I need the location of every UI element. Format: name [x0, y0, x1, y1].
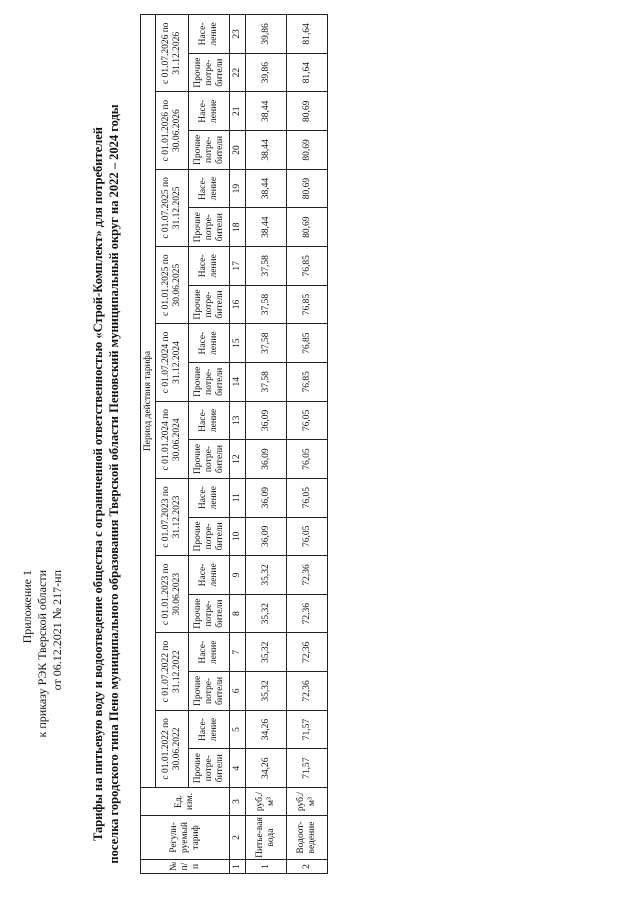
- tariff-value-cell: 36,09: [246, 440, 287, 479]
- tariff-value-cell: 39,86: [246, 15, 287, 54]
- consumer-kind-row: [189, 15, 230, 874]
- period-header: с 01.07.2024 по 31.12.2024: [156, 324, 189, 401]
- column-number: 16: [230, 285, 246, 324]
- tariff-value-cell: 71,57: [287, 710, 328, 749]
- column-number: 21: [230, 92, 246, 131]
- column-number: 4: [230, 749, 246, 788]
- column-number: 9: [230, 556, 246, 595]
- column-number: 13: [230, 401, 246, 440]
- tariff-value-cell: 76,85: [287, 247, 328, 286]
- header-other-consumers: Прочие потре-бители: [189, 672, 230, 711]
- header-period: Период действия тарифа: [141, 15, 156, 788]
- period-header: с 01.01.2026 по 30.06.2026: [156, 92, 189, 169]
- tariff-value-cell: 80,69: [287, 169, 328, 208]
- column-number: 7: [230, 633, 246, 672]
- tariff-value-cell: 76,05: [287, 401, 328, 440]
- header-population: Насе-ление: [189, 247, 230, 286]
- tariff-value-cell: 34,26: [246, 749, 287, 788]
- tariff-value-cell: 38,44: [246, 208, 287, 247]
- row-unit: руб./м³: [246, 788, 287, 816]
- tariff-value-cell: 36,09: [246, 401, 287, 440]
- column-number: 23: [230, 15, 246, 54]
- header-population: Насе-ление: [189, 401, 230, 440]
- tariff-value-cell: 37,58: [246, 285, 287, 324]
- period-header: с 01.07.2025 по 31.12.2025: [156, 169, 189, 246]
- tariff-value-cell: 35,32: [246, 672, 287, 711]
- period-header: с 01.07.2022 по 31.12.2022: [156, 633, 189, 710]
- appendix-note: [20, 570, 65, 830]
- period-header: с 01.01.2023 по 30.06.2023: [156, 556, 189, 633]
- row-number: 1: [246, 860, 287, 874]
- header-population: Насе-ление: [189, 710, 230, 749]
- tariff-value-cell: 71,57: [287, 749, 328, 788]
- column-number-row: [230, 15, 246, 874]
- header-population: Насе-ление: [189, 15, 230, 54]
- tariff-value-cell: 37,58: [246, 324, 287, 363]
- table-row: [287, 15, 328, 874]
- period-header: с 01.07.2026 по 31.12.2026: [156, 15, 189, 92]
- period-header: с 01.01.2025 по 30.06.2025: [156, 247, 189, 324]
- appendix-line-3: от 06.12.2021 № 217-нп: [50, 570, 64, 691]
- column-number: 20: [230, 131, 246, 170]
- header-other-consumers: Прочие потре-бители: [189, 440, 230, 479]
- row-unit: руб./м³: [287, 788, 328, 816]
- column-number: 22: [230, 53, 246, 92]
- period-header: с 01.01.2022 по 30.06.2022: [156, 710, 189, 787]
- column-number: 11: [230, 478, 246, 517]
- period-header: с 01.07.2023 по 31.12.2023: [156, 478, 189, 555]
- column-number: 18: [230, 208, 246, 247]
- tariff-table: [140, 14, 328, 874]
- header-other-consumers: Прочие потре-бители: [189, 131, 230, 170]
- tariff-value-cell: 72,36: [287, 594, 328, 633]
- document-title: [90, 104, 122, 864]
- tariff-value-cell: 76,85: [287, 324, 328, 363]
- tariff-value-cell: 81,64: [287, 53, 328, 92]
- tariff-value-cell: 72,36: [287, 556, 328, 595]
- header-population: Насе-ление: [189, 556, 230, 595]
- header-unit: Ед. изм.: [141, 788, 230, 816]
- header-other-consumers: Прочие потре-бители: [189, 285, 230, 324]
- tariff-value-cell: 80,69: [287, 208, 328, 247]
- header-other-consumers: Прочие потре-бители: [189, 594, 230, 633]
- header-other-consumers: Прочие потре-бители: [189, 517, 230, 556]
- header-tariff: Регули-руемый тариф: [141, 816, 230, 860]
- header-population: Насе-ление: [189, 92, 230, 131]
- row-tariff-name: Питье-вая вода: [246, 816, 287, 860]
- column-number: 10: [230, 517, 246, 556]
- column-number: 5: [230, 710, 246, 749]
- tariff-value-cell: 80,69: [287, 92, 328, 131]
- tariff-value-cell: 38,44: [246, 131, 287, 170]
- period-row: [156, 15, 189, 874]
- header-other-consumers: Прочие потре-бители: [189, 208, 230, 247]
- header-other-consumers: Прочие потре-бители: [189, 362, 230, 401]
- period-header: с 01.01.2024 по 30.06.2024: [156, 401, 189, 478]
- column-number: 15: [230, 324, 246, 363]
- header-other-consumers: Прочие потре-бители: [189, 749, 230, 788]
- tariff-value-cell: 39,86: [246, 53, 287, 92]
- tariff-value-cell: 37,58: [246, 247, 287, 286]
- tariff-value-cell: 76,85: [287, 362, 328, 401]
- column-number: 6: [230, 672, 246, 711]
- tariff-value-cell: 36,09: [246, 517, 287, 556]
- tariff-value-cell: 36,09: [246, 478, 287, 517]
- title-line-2: поселка городского типа Пено муниципального образования Тверской области Пеновский муниципальный округ на 2022 – 2024 годы: [107, 104, 121, 864]
- row-number: 2: [287, 860, 328, 874]
- header-other-consumers: Прочие потре-бители: [189, 53, 230, 92]
- tariff-value-cell: 37,58: [246, 362, 287, 401]
- appendix-line-1: Приложение 1: [20, 570, 34, 644]
- appendix-line-2: к приказу РЭК Тверской области: [35, 570, 49, 738]
- column-number: 14: [230, 362, 246, 401]
- tariff-value-cell: 35,32: [246, 633, 287, 672]
- column-number: 17: [230, 247, 246, 286]
- tariff-value-cell: 38,44: [246, 92, 287, 131]
- column-number: 12: [230, 440, 246, 479]
- row-tariff-name: Водоот-ведение: [287, 816, 328, 860]
- title-line-1: Тарифы на питьевую воду и водоотведение общества с ограниченной ответственностью «Строй-Комплект» для потребителей: [91, 127, 105, 841]
- column-number: 19: [230, 169, 246, 208]
- tariff-value-cell: 34,26: [246, 710, 287, 749]
- tariff-value-cell: 81,64: [287, 15, 328, 54]
- tariff-value-cell: 76,05: [287, 478, 328, 517]
- header-num: № п/п: [141, 860, 230, 874]
- column-number: 2: [230, 816, 246, 860]
- tariff-value-cell: 72,36: [287, 633, 328, 672]
- header-population: Насе-ление: [189, 478, 230, 517]
- tariff-value-cell: 72,36: [287, 672, 328, 711]
- column-number: 3: [230, 788, 246, 816]
- tariff-value-cell: 38,44: [246, 169, 287, 208]
- column-number: 8: [230, 594, 246, 633]
- tariff-value-cell: 76,05: [287, 517, 328, 556]
- header-population: Насе-ление: [189, 633, 230, 672]
- tariff-value-cell: 80,69: [287, 131, 328, 170]
- table-row: [246, 15, 287, 874]
- header-population: Насе-ление: [189, 169, 230, 208]
- column-number: 1: [230, 860, 246, 874]
- tariff-value-cell: 35,32: [246, 594, 287, 633]
- tariff-value-cell: 76,05: [287, 440, 328, 479]
- tariff-value-cell: 76,85: [287, 285, 328, 324]
- tariff-value-cell: 35,32: [246, 556, 287, 595]
- header-population: Насе-ление: [189, 324, 230, 363]
- table-body: [230, 15, 328, 874]
